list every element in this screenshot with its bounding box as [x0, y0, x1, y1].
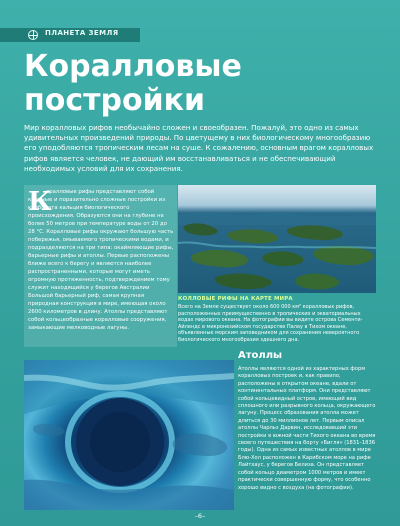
left-text-column [24, 185, 177, 347]
islands-illustration [178, 185, 376, 293]
islands-photo [178, 185, 376, 293]
blue-hole-photo [24, 360, 234, 510]
page-number: –6– [194, 512, 206, 520]
intro-paragraph: Мир коралловых рифов необычайно сложен и своеобразен. Пожалуй, это одно из самых удивительных произведений природы. По цветущему в них биологическому многообразию его уподобляются тропическим лесам на суше. К сожалению, основным врагом коралловых рифов является человек, не дающий им восстанавливаться и не обеспечивающий необходимых условий для их сохранения. [24, 123, 374, 173]
atolls-heading: Атоллы [238, 350, 283, 361]
atolls-text: Атоллы являются одной из характерных форм коралловых построек и, как правило, расположены в открытом океане, вдали от континентальных платформ. Они представляют собой кольцевидный остров, имеющий вид сплошного или разрывного кольца, окружающего лагуну. Процесс образования атолла может длиться до 30 миллионов лет. Первым описал атоллы Чарльз Дарвин, исследовавший эти постройки в южной части Тихого океана во время своего путешествия на борту «Бигля» (1831–1836 годы). Одна из самых известных атоллов в мире Блю-Хол расположен в Карибском море на рифе Лайтхаус, у берегов Белиза. Он представляет собой кольцо диаметром 1000 метров и имеет практически совершенную форму, что особенно хорошо видно с воздуха (на фотографии). [238, 366, 376, 491]
left-column-text: оралловые рифы представляют собой крупные и поразительно сложные постройки из карбоната кальция биологического происхождения. Образуются они на глубине не более 50 метров при температуре воды от 20 до 28 °С. Коралловые рифы окружают большую часть побережья, омываемого тропическими водами, и подразделяются на три типа: окаймляющие рифы, барьерные рифы и атоллы. Первые расположены ближе всего к берегу и являются наиболее распространенными, которые могут иметь огромную протяженность, подтверждением тому служит находящийся у берегов Австралии Большой барьерный риф, самая крупная природная конструкция в мире, имеющая около 2600 километров в длину. Атоллы представляют собой кольцеобразные коралловые сооружения, замыкающие мелководные лагуны. [28, 189, 174, 331]
section-label: ПЛАНЕТА ЗЕМЛЯ [45, 29, 119, 37]
drop-cap: К [28, 187, 52, 217]
page-title [24, 50, 344, 118]
title-line-1: Коралловые [24, 49, 242, 84]
blue-hole-illustration [24, 360, 234, 510]
title-line-2: постройки [24, 83, 205, 118]
section-header [0, 28, 140, 42]
globe-icon [28, 30, 38, 40]
photo-caption-text: Всего на Земле существует около 600 000 км² коралловых рифов, расположенных преимущественно в тропических и экваториальных водах мирового океана. На фотографии вы видите острова Сементи-Айлендс в микронезийском государстве Палау в Тихом океане, объявленные морским заповедником для сохранения невероятного биологического многообразия здешнего дна. [178, 304, 363, 343]
photo-caption-title: КОЛЛОВЫЕ РИФЫ НА КАРТЕ МИРА [178, 296, 293, 302]
